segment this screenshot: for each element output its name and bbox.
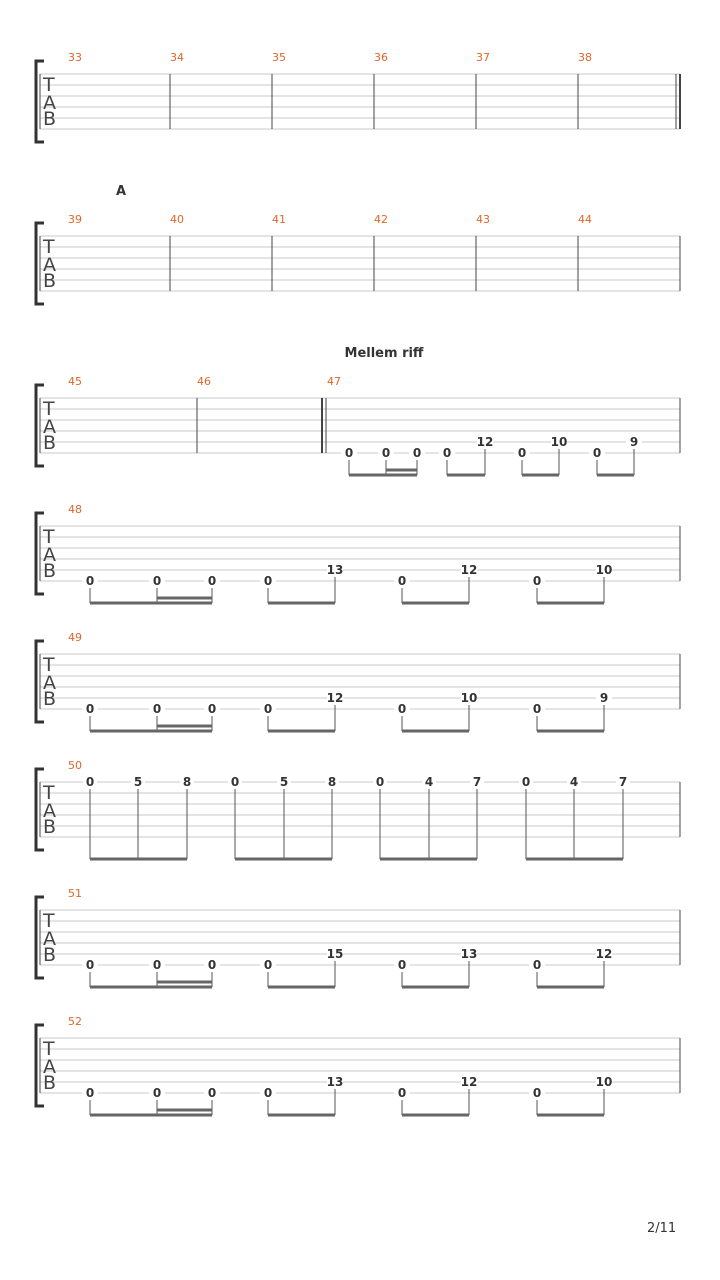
fret-number: 0 [263,958,273,972]
tab-clef-letter: T [43,236,55,258]
fret-number: 0 [85,702,95,716]
tab-clef-letter: A [43,800,56,822]
measure-number: 34 [170,51,184,64]
tab-clef-letter: A [43,416,56,438]
fret-number: 4 [424,775,434,789]
fret-number: 0 [207,958,217,972]
fret-number: 12 [476,435,494,449]
measure-number: 43 [476,213,490,226]
tab-clef-letter: B [43,816,57,838]
fret-number: 0 [381,446,391,460]
fret-number: 0 [397,958,407,972]
fret-number: 0 [344,446,354,460]
measure-number: 46 [197,375,211,388]
fret-number: 0 [521,775,531,789]
tab-clef-letter: T [43,398,55,420]
fret-number: 0 [207,574,217,588]
fret-number: 0 [263,702,273,716]
measure-number: 38 [578,51,592,64]
measure-number: 33 [68,51,82,64]
fret-number: 13 [326,563,344,577]
measure-number: 48 [68,503,82,516]
tab-clef-letter: B [43,560,57,582]
fret-number: 0 [532,702,542,716]
tab-clef-letter: B [43,432,57,454]
fret-number: 0 [85,958,95,972]
fret-number: 0 [397,574,407,588]
fret-number: 9 [599,691,609,705]
tab-clef-letter: B [43,108,57,130]
fret-number: 8 [327,775,337,789]
measure-number: 42 [374,213,388,226]
tab-clef-letter: A [43,672,56,694]
measure-number: 47 [327,375,341,388]
fret-number: 0 [532,958,542,972]
fret-number: 7 [618,775,628,789]
tab-clef-letter: T [43,782,55,804]
fret-number: 0 [375,775,385,789]
fret-number: 10 [595,1075,613,1089]
section-label: A [115,184,127,199]
section-label: Mellem riff [344,346,424,361]
measure-number: 35 [272,51,286,64]
tab-clef-letter: T [43,526,55,548]
fret-number: 8 [182,775,192,789]
measure-number: 50 [68,759,82,772]
tab-clef-letter: B [43,270,57,292]
fret-number: 0 [517,446,527,460]
fret-number: 0 [85,574,95,588]
measure-number: 44 [578,213,592,226]
fret-number: 0 [152,702,162,716]
fret-number: 0 [230,775,240,789]
measure-number: 52 [68,1015,82,1028]
fret-number: 12 [595,947,613,961]
fret-number: 0 [592,446,602,460]
fret-number: 0 [207,702,217,716]
tab-clef-letter: A [43,254,56,276]
fret-number: 13 [460,947,478,961]
fret-number: 0 [532,1086,542,1100]
measure-number: 40 [170,213,184,226]
page-number: 2/11 [647,1221,677,1236]
fret-number: 9 [629,435,639,449]
fret-number: 0 [532,574,542,588]
tab-clef-letter: A [43,1056,56,1078]
measure-number: 41 [272,213,286,226]
fret-number: 12 [460,1075,478,1089]
measure-number: 39 [68,213,82,226]
fret-number: 0 [85,1086,95,1100]
fret-number: 0 [263,1086,273,1100]
fret-number: 10 [595,563,613,577]
fret-number: 12 [326,691,344,705]
fret-number: 0 [85,775,95,789]
fret-number: 5 [133,775,143,789]
tab-clef-letter: B [43,944,57,966]
fret-number: 7 [472,775,482,789]
tab-clef-letter: B [43,688,57,710]
fret-number: 0 [412,446,422,460]
fret-number: 0 [152,574,162,588]
measure-number: 49 [68,631,82,644]
tab-clef-letter: T [43,654,55,676]
fret-number: 12 [460,563,478,577]
tab-clef-letter: A [43,928,56,950]
fret-number: 0 [397,1086,407,1100]
measure-number: 36 [374,51,388,64]
fret-number: 0 [152,1086,162,1100]
tab-clef-letter: T [43,910,55,932]
measure-number: 37 [476,51,490,64]
fret-number: 15 [326,947,344,961]
fret-number: 5 [279,775,289,789]
measure-number: 51 [68,887,82,900]
tab-clef-letter: T [43,1038,55,1060]
fret-number: 13 [326,1075,344,1089]
fret-number: 0 [207,1086,217,1100]
tab-clef-letter: T [43,74,55,96]
fret-number: 0 [152,958,162,972]
tab-clef-letter: B [43,1072,57,1094]
tab-clef-letter: A [43,544,56,566]
fret-number: 0 [397,702,407,716]
measure-number: 45 [68,375,82,388]
fret-number: 10 [460,691,478,705]
fret-number: 10 [550,435,568,449]
fret-number: 0 [442,446,452,460]
fret-number: 4 [569,775,579,789]
fret-number: 0 [263,574,273,588]
tab-clef-letter: A [43,92,56,114]
